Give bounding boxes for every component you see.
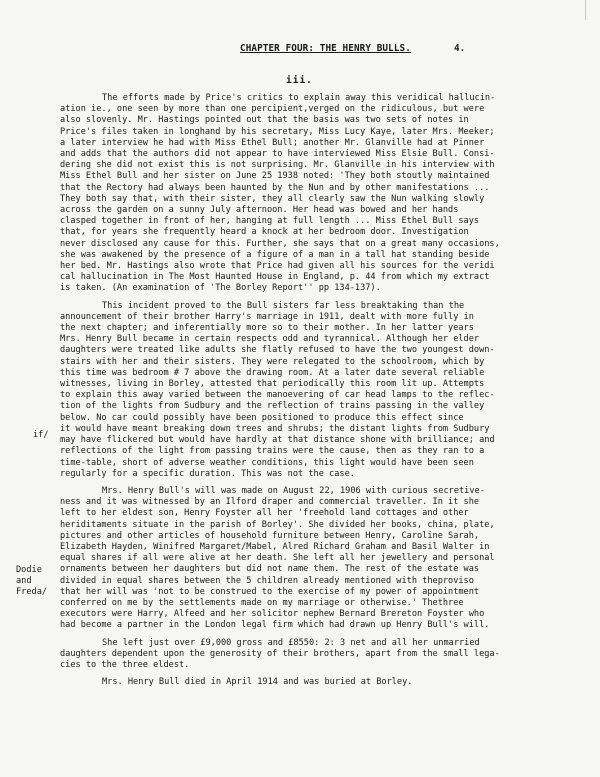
text-line: below. No car could possibly have been positioned to produce this effect since bbox=[60, 412, 464, 423]
text-line: divided in equal shares between the 5 children already mentioned with theproviso bbox=[60, 575, 474, 586]
text-line: that, for years she frequently heard a knock at her bedroom door. Investigation bbox=[60, 227, 469, 238]
text-line: regularly for a specific duration. This was not the case. bbox=[60, 468, 355, 479]
text-line: tion of the lights from Sudbury and the reflection of trains passing in the valley bbox=[60, 401, 485, 412]
text-line: heriditaments situate in the parish of Borley'. She divided her books, china, plate, bbox=[60, 519, 495, 530]
page-corner-mark bbox=[585, 0, 600, 20]
text-line: this time was bedroom # 7 above the drawing room. At a later date several reliable bbox=[60, 367, 485, 378]
text-line: had become a partner in the London legal firm which had drawn up Henry Bull's will. bbox=[60, 620, 490, 631]
page-number: 4. bbox=[454, 43, 466, 54]
text-line: she was awakened by the presence of a figure of a man in a tall hat standing beside bbox=[60, 249, 490, 260]
text-line: ation ie., one seen by more than one percipient,verged on the ridiculous, but were bbox=[60, 104, 485, 115]
text-line: clasped together in front of her, hanging at full length ... Miss Ethel Bull says bbox=[60, 216, 480, 227]
text-line: This incident proved to the Bull sisters far less breaktaking than the bbox=[102, 300, 465, 311]
text-line: Mrs. Henry Bull became in certain respects odd and tyrannical. Although her elder bbox=[60, 334, 480, 345]
text-line: witnesses, living in Borley, attested that periodically this room lit up. Attempts bbox=[60, 379, 485, 390]
text-line: Price's files taken in longhand by his secretary, Miss Lucy Kaye, later Mrs. Meeker; bbox=[60, 126, 495, 137]
text-line: time-table, short of adverse weather conditions, this light would have been seen bbox=[60, 457, 474, 468]
text-line: it would have meant breaking down trees and shrubs; the distant lights from Sudbury bbox=[60, 423, 490, 434]
text-line: that her will was 'not to be construed to the exercise of my power of appointment bbox=[60, 586, 480, 597]
text-line: is taken. (An examination of 'The Borley Report'' pp 134-137). bbox=[60, 283, 381, 294]
text-line: never disclosed any cause for this. Further, she says that on a great many occasions, bbox=[60, 238, 500, 249]
page-header bbox=[0, 43, 600, 57]
text-line: Mrs. Henry Bull died in April 1914 and was buried at Borley. bbox=[102, 677, 413, 688]
text-line: announcement of their brother Harry's marriage in 1911, dealt with more fully in bbox=[60, 311, 474, 322]
text-line: and adds that the authors did not appear to have interviewed Miss Elsie Bull. Consi- bbox=[60, 149, 495, 160]
text-line: equal shares if all were alive at her death. She left all her jewellery and personal bbox=[60, 553, 495, 564]
text-line: that the Rectory had always been haunted by the Nun and by other manifestations ... bbox=[60, 182, 490, 193]
paragraph bbox=[60, 486, 580, 632]
text-line: Mrs. Henry Bull's will was made on August 22, 1906 with curious secretive- bbox=[102, 485, 485, 496]
text-line: executors were Harry, Alfeed and her solicitor nephew Bernard Brereton Foyster who bbox=[60, 609, 485, 620]
text-line: stairs with her and their sisters. They were relegated to the schoolroom, which by bbox=[60, 356, 485, 367]
text-line: her bed. Mr. Hastings also wrote that Price had given all his sources for the veridi bbox=[60, 261, 495, 272]
text-line: also slovenly. Mr. Hastings pointed out that the basis was two sets of notes in bbox=[60, 115, 469, 126]
text-line: ness and it was witnessed by an Ilford draper and commercial traveller. In it she bbox=[60, 497, 480, 508]
margin-note-dodie-freda: Dodie and Freda/ bbox=[16, 565, 48, 598]
section-number: iii. bbox=[286, 75, 313, 86]
paragraph bbox=[60, 677, 580, 688]
text-line: reflections of the light from passing trains were the cause, then as they ran to a bbox=[60, 446, 485, 457]
text-line: a later interview he had with Miss Ethel Bull; another Mr. Glanville had at Pinner bbox=[60, 137, 485, 148]
text-line: She left just over £9,000 gross and £8550: 2: 3 net and all her unmarried bbox=[102, 637, 480, 648]
paragraph bbox=[60, 638, 580, 672]
body-text bbox=[60, 93, 580, 694]
text-line: cies to the three eldest. bbox=[60, 659, 190, 670]
text-line: They both say that, with their sister, they all clearly saw the Nun walking slowly bbox=[60, 193, 485, 204]
text-line: daughters dependent upon the generosity of their brothers, apart from the small lega- bbox=[60, 648, 500, 659]
chapter-title: CHAPTER FOUR: THE HENRY BULLS. bbox=[240, 43, 411, 54]
text-line: ornaments between her daughters but did not name them. The rest of the estate was bbox=[60, 564, 480, 575]
paragraph bbox=[60, 301, 580, 480]
text-line: The efforts made by Price's critics to explain away this veridical hallucin- bbox=[102, 93, 496, 103]
text-line: across the garden on a sunny July afternoon. Her head was bowed and her hands bbox=[60, 205, 459, 216]
text-line: left to her eldest son, Henry Foyster all her 'freehold land cottages and other bbox=[60, 508, 469, 519]
text-line: Miss Ethel Bull and her sister on June 25 1938 noted: 'They both stoutly maintained bbox=[60, 171, 490, 182]
text-line: to explain this away varied between the manoevering of car head lamps to the reflec- bbox=[60, 390, 495, 401]
text-line: Elizabeth Hayden, Winifred Margaret/Mabel, Alred Richard Graham and Basil Walter in bbox=[60, 541, 490, 552]
text-line: pictures and other articles of household furniture between Henry, Caroline Sarah, bbox=[60, 530, 480, 541]
paragraph bbox=[60, 93, 580, 295]
text-line: conferred on me by the settlements made on my marriage or otherwise.' Thethree bbox=[60, 597, 464, 608]
margin-note-if: if/ bbox=[33, 430, 49, 440]
text-line: dering she did not exist this is not surprising. Mr. Glanville in his interview with bbox=[60, 160, 495, 171]
text-line: the next chapter; and inferentially more so to their mother. In her latter years bbox=[60, 323, 474, 334]
text-line: cal hallucination in The Most Haunted House in England, p. 44 from which my extract bbox=[60, 272, 490, 283]
text-line: may have flickered but would have hardly at that distance shone with brilliance; and bbox=[60, 435, 495, 446]
text-line: daughters were treated like adults she flatly refused to have the two youngest down- bbox=[60, 345, 495, 356]
